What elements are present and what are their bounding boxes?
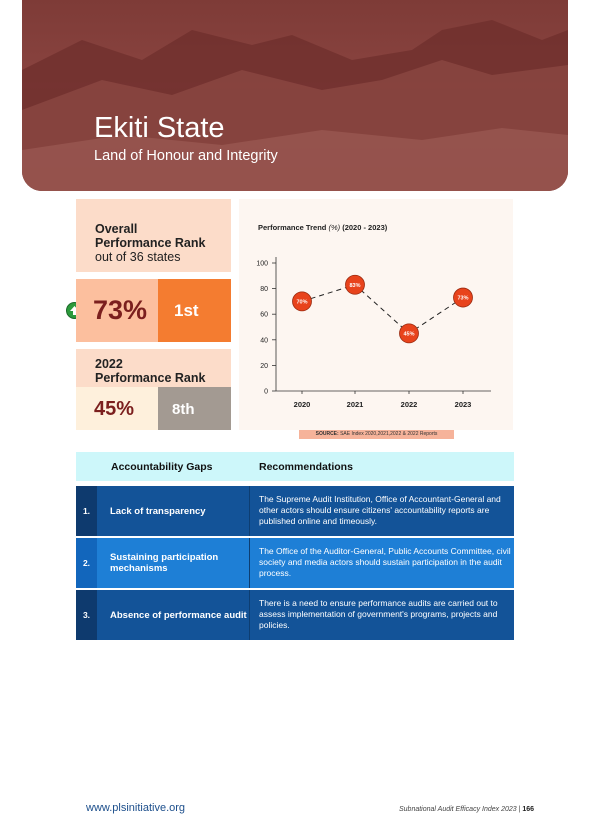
table-row (76, 486, 514, 536)
overall-rank-heading: Overall Performance Rank (95, 222, 206, 250)
footer-website-link[interactable]: www.plsinitiative.org (86, 802, 186, 814)
y-tick-label: 100 (256, 260, 268, 268)
x-tick-label: 2022 (400, 400, 418, 409)
y-tick-label: 60 (260, 311, 268, 319)
overall-rank-subtext: out of 36 states (95, 250, 181, 264)
chart-title: Performance Trend (%) (2020 - 2023) (258, 223, 388, 232)
row-number: 1. (76, 486, 97, 536)
overall-score-box (76, 279, 158, 342)
overall-score-value: 73% (93, 295, 148, 325)
recommendation: The Office of the Auditor-General, Public Accounts Committee, civil society and media actors should sustain participation in the audit process. (250, 538, 514, 588)
footer-page-info (399, 806, 534, 813)
data-label: 73% (457, 295, 469, 302)
data-label: 83% (349, 282, 361, 289)
rank-2022-score-box (76, 387, 158, 430)
series-line (302, 282, 463, 334)
overall-position-box (158, 279, 231, 342)
rank-2022-position-value: 8th (172, 401, 195, 418)
recommendation: There is a need to ensure performance audits are carried out to assess implementation of government's programs, projects and policies. (250, 590, 514, 640)
rank-2022-panel (76, 349, 231, 387)
table-row (76, 590, 514, 640)
x-tick-label: 2020 (293, 400, 311, 409)
accountability-gap: Lack of transparency (97, 486, 250, 536)
header-recommendations: Recommendations (259, 461, 353, 473)
footer-doc-title: Subnational Audit Efficacy Index 2023 (399, 806, 517, 813)
accountability-gap: Absence of performance audit (97, 590, 250, 640)
chart-source (299, 430, 454, 439)
rank-2022-heading: 2022 Performance Rank (95, 357, 206, 385)
overall-position-value: 1st (174, 301, 199, 320)
x-tick-label: 2021 (346, 400, 364, 409)
y-tick-label: 40 (260, 337, 268, 345)
footer-separator: | (518, 806, 521, 813)
y-tick-label: 20 (260, 362, 268, 370)
rank-2022-position-box (158, 387, 231, 430)
y-tick-label: 80 (260, 286, 268, 294)
data-label: 70% (296, 299, 308, 306)
data-label: 45% (403, 331, 415, 338)
page-title: Ekiti State (94, 112, 225, 144)
chart-svg (239, 199, 513, 430)
source-text: SAE Index 2020,2021,2022 & 2022 Reports (338, 431, 438, 437)
overall-rank-panel (76, 199, 231, 272)
y-tick-label: 0 (264, 388, 268, 396)
recommendation: The Supreme Audit Institution, Office of Accountant-General and other actors should ensure citizens' accountability reports are published online and timeously. (250, 486, 514, 536)
table-header (76, 452, 514, 481)
rank-2022-score-value: 45% (94, 398, 135, 420)
table-row (76, 538, 514, 588)
accountability-gap: Sustaining participation mechanisms (97, 538, 250, 588)
page-subtitle: Land of Honour and Integrity (94, 148, 278, 164)
hero-banner (22, 0, 568, 191)
row-number: 2. (76, 538, 97, 588)
performance-trend-chart (239, 199, 513, 430)
x-tick-label: 2023 (454, 400, 472, 409)
page-number: 166 (522, 806, 535, 813)
header-accountability-gaps: Accountability Gaps (111, 461, 213, 473)
row-number: 3. (76, 590, 97, 640)
source-label: SOURCE: (315, 431, 339, 437)
